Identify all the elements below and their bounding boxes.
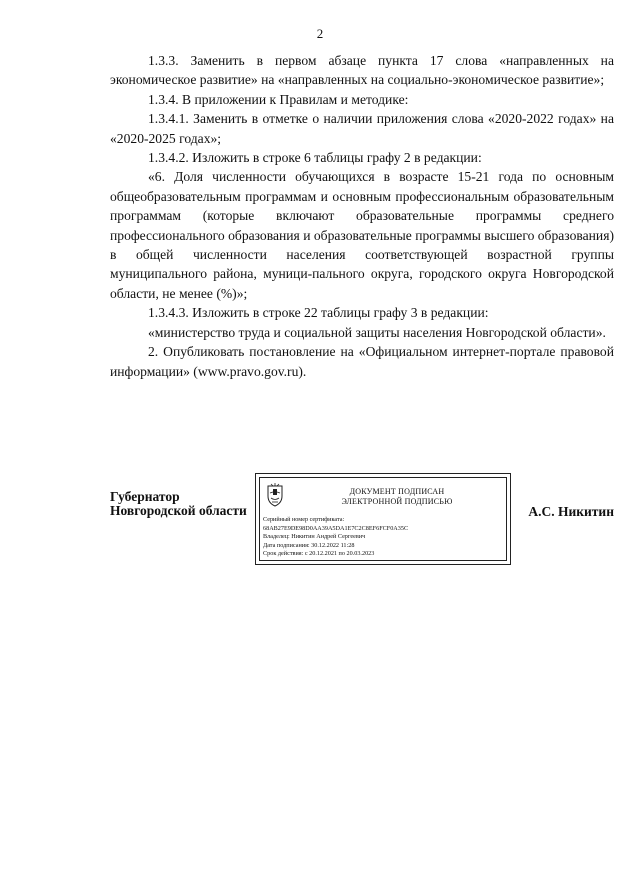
stamp-heading-line2: ЭЛЕКТРОННОЙ ПОДПИСЬЮ xyxy=(341,497,453,506)
paragraph-1-3-3: 1.3.3. Заменить в первом абзаце пункта 17 слова «направленных на экономическое развитие» на «направленных на социально-экономическое развитие»; xyxy=(110,53,614,88)
signer-position-line2: Новгородской области xyxy=(110,503,247,518)
stamp-details xyxy=(263,516,503,559)
paragraph-row-22-text: «министерство труда и социальной защиты населения Новгородской области». xyxy=(148,324,606,340)
paragraph-1-3-4-1: 1.3.4.1. Заменить в отметке о наличии приложения слова «2020-2022 годах» на «2020-2025 годах»; xyxy=(110,111,614,146)
paragraph-1-3-4-3: 1.3.4.3. Изложить в строке 22 таблицы графу 3 в редакции: xyxy=(148,305,489,321)
document-body xyxy=(110,51,614,381)
electronic-signature-stamp xyxy=(255,473,511,565)
cert-number: 68AB27E9DE98D0AA39A5DA1E7C2C8EF6FCF0A35C xyxy=(263,524,409,532)
paragraph-row-6-text: «6. Доля численности обучающихся в возрасте 15-21 года по основным общеобразовательным программам и основным профессиональным образовательным программам (которые включают образовательные программы среднего профессионального образования и образовательные программы высшего образования) в общей численности населения соответствующей возрастной группы муниципального района, муници-пального округа, городского округа Новгородской области, не менее (%)»; xyxy=(110,169,614,301)
signed-date: Дата подписания: 30.12.2022 11:28 xyxy=(263,541,355,549)
paragraph-1-3-4: 1.3.4. В приложении к Правилам и методике: xyxy=(148,91,409,107)
stamp-inner-frame xyxy=(259,477,507,561)
stamp-heading xyxy=(292,487,502,507)
cert-label: Серийный номер сертификата: xyxy=(263,516,345,523)
cert-owner: Владелец: Никитин Андрей Сергеевич xyxy=(263,533,366,540)
signer-name: А.С. Никитин xyxy=(528,504,614,519)
signer-position xyxy=(110,490,247,518)
paragraph-2-publish: 2. Опубликовать постановление на «Официальном интернет-портале правовой информации» (www.pravo.gov.ru). xyxy=(110,344,614,379)
page-number: 2 xyxy=(316,26,324,41)
cert-validity: Срок действия: с 20.12.2021 по 20.03.2023 xyxy=(263,550,375,557)
coat-of-arms-icon xyxy=(266,483,284,507)
paragraph-1-3-4-2: 1.3.4.2. Изложить в строке 6 таблицы графу 2 в редакции: xyxy=(148,150,482,166)
signature-block xyxy=(110,473,614,565)
stamp-heading-line1: ДОКУМЕНТ ПОДПИСАН xyxy=(349,487,445,496)
signer-position-line1: Губернатор xyxy=(110,489,180,504)
